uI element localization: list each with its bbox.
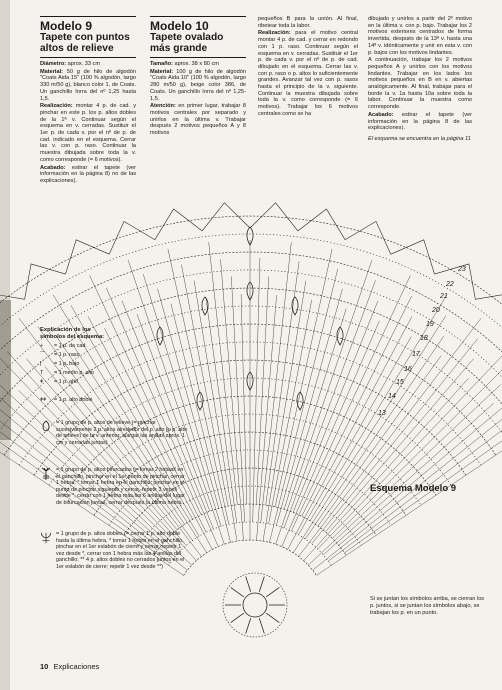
chart-center-spoke xyxy=(266,613,279,622)
legend-text: = 1 p. raso xyxy=(54,352,80,358)
chart-point xyxy=(298,209,345,240)
chart-stitch xyxy=(253,258,260,522)
legend-text: = 1 p. bajo xyxy=(54,361,80,367)
acabado-label: Acabado: xyxy=(40,164,66,171)
chart-row-number: 19 xyxy=(426,321,434,328)
chart-center-spoke xyxy=(231,587,244,596)
chart-stitch xyxy=(293,301,378,513)
chart-stitch xyxy=(293,316,446,553)
chart-row-number: 21 xyxy=(440,293,448,300)
page-number: 10 xyxy=(40,662,49,671)
chart-center-spoke xyxy=(259,577,264,592)
chart-stitch xyxy=(312,339,478,544)
chart-row-number: 16 xyxy=(404,366,412,373)
realizacion-value: montar 4 p. de cad. y pinchar en este p. los p. altos dobles de la 1ª v. Continuar según el esquema en v. cerradas. Sustituir el 1er p. de cada v. por el nº de p. de cad. indicado en el esquema. Cerrar las v. con p. raso. Continuar la muestra dibujada sobre toda la v. como corresponde (= 6 motivos). xyxy=(40,103,136,163)
material-10-value: 100 g de hilo de algodón "Coats Aida 10" (100 % algodón, largo 280 m/50 g), beige color 386, de Coats. Un ganchillo Inrra del nº 1,25-1,5. xyxy=(150,68,246,102)
diametro-value: aprox. 33 cm xyxy=(66,61,100,67)
model-10-subtitle-line2: más grande xyxy=(150,43,208,54)
chart-point xyxy=(0,293,25,329)
chart-row-numbers xyxy=(378,266,466,417)
col3-realizacion-label: Realización: xyxy=(258,30,291,37)
atencion-value: en primer lugar, trabajar 8 motivos centrales por separado y unirlos en la última v. Trabajar después 2 motivos pequeños A y 8 motivos xyxy=(150,103,246,137)
chart-center-spoke xyxy=(231,613,244,622)
material-label: Material: xyxy=(40,68,64,75)
single-crochet-icon: | xyxy=(40,361,42,367)
chart-stitch xyxy=(323,403,493,555)
chart-center-spoke xyxy=(246,577,251,592)
chart-stitch xyxy=(221,259,244,540)
slip-stitch-icon: ⌒ xyxy=(40,352,46,358)
chart-stitch xyxy=(261,242,292,522)
relief-group-icon xyxy=(40,420,52,432)
chart-stitch xyxy=(256,277,268,505)
chart-center-ring xyxy=(243,593,267,617)
chart-center-spoke xyxy=(266,587,279,596)
double-crochet-icon: ǂ xyxy=(40,379,44,385)
legend-text: = 1 grupo de p. altos bifurcados (= tomar 2 hebras en el ganchillo, pinchar en el 1er punto de pinchar, cerrar 1 hebra, * tomar 1 hebra en el ganchillo, pinchar en el punto de pinchar siguiente y cerrar, repetir 3 veces desde *, cerrar con 1 hebra más las 6 anillas del lugar de bifurcación juntas, cerrar después la última hebra. xyxy=(56,467,185,506)
material-value: 50 g de hilo de algodón "Coats Aida 15" (100 % algodón, largo 330 m/50 g), blanco color 1, de Coats. Un ganchillo Inrra del nº 1,25 hasta 1,5. xyxy=(40,68,136,102)
chart-point xyxy=(345,221,391,254)
legend-text: = 1 p. de cad. xyxy=(54,343,87,349)
chart-round xyxy=(184,540,317,575)
diametro-label: Diámetro: xyxy=(40,61,67,67)
chart-point xyxy=(391,240,435,274)
tamano-label: Tamaño: xyxy=(150,61,173,67)
half-double-icon: T xyxy=(40,370,44,376)
atencion-label: Atención: xyxy=(150,103,176,110)
forked-group-icon xyxy=(40,467,52,481)
chart-point xyxy=(250,203,298,231)
page-footer xyxy=(40,662,99,671)
realizacion-label: Realización: xyxy=(40,103,73,110)
chart-stitch xyxy=(318,356,441,526)
chart-row-number: 18 xyxy=(420,335,428,342)
chart-point xyxy=(155,209,202,240)
legend-text: = 1 grupo de p. altos dobles (= cerrar 1 p. alto doble hasta la última hebra, * tomar 1 hebra en el ganchillo, pinchar en el 1er eslabón de cierre y cerrar, repetir 1 vez desde *, cerrar con 1 hebra más las 4 anillas del ganchillo; ** 4 p. altos dobles no cerrados juntos en el 1er eslabón de cierre; repetir 1 vez desde **) xyxy=(56,531,185,570)
chart-stitch xyxy=(276,260,372,544)
chart-stitch xyxy=(305,336,444,539)
chart-stitch xyxy=(263,281,306,541)
chart-row-number: 23 xyxy=(458,266,466,273)
chart-stitch xyxy=(257,295,277,540)
col3-realizacion-value: para el motivo central montar 4 p. de cad. y cerrar en redondo con 1 p. raso. Continuar según el esquema en v. cerradas. Sustituir el 1er p. de cada v. por el nº de p. de cad. dibujado en el esquema. Cerrar las v. con p. raso o p. altos lo suficientemente grandes. Avanzar tal vez con p. rasos hasta el principio de la v. siguiente. Continuar la muestra dibujada sobre toda la v. como corresponde (= 6 motivos). Trabajar los 6 motivos centrales como se ha xyxy=(258,30,358,117)
chart-stitch xyxy=(339,375,502,545)
chart-stitch xyxy=(332,365,502,538)
join-note: Si se juntan los símbolos arriba, se cierran los p. juntos, si se juntan los símbolos abajo, se trabajan los p. en un punto. xyxy=(370,596,485,616)
col4-paragraph-1: dibujado y unirlos a partir del 2º motivo en la última v. con p. bajo. Trabajar los 2 motivos exteriores centrados de forma invertida, después de la 13ª v. hasta una 14ª v. idénticamente y unir en esta v. con p. bajos con los motivos lindantes. xyxy=(368,16,472,56)
chart-point xyxy=(25,264,66,299)
chart-stitch xyxy=(304,378,469,561)
chart-center-spoke xyxy=(259,618,264,633)
chart-stitch xyxy=(181,265,228,507)
chart-row-number: 15 xyxy=(396,379,404,386)
legend-text: = 1 medio p. alto xyxy=(54,370,95,376)
chart-stitch xyxy=(194,281,237,541)
chart-point xyxy=(109,221,155,254)
legend-title-line2: símbolos del esquema: xyxy=(40,334,105,340)
col4-paragraph-2: A continuación, trabajar los 2 motivos pequeños A y unirlos con los motivos lindantes. Trabajar en los lados los motivos pequeños en B en v. abiertas analógicamente. Al final, trabajar para el borde la v. 1a hasta 10a sobre toda la labor. Continuar la muestra como corresponde. xyxy=(368,57,472,111)
col4-acabado-value: estirar el tapete (ver información en la página 8 de las explicaciones). xyxy=(368,111,472,132)
symbol-legend xyxy=(40,327,190,570)
model-9-subtitle-line1: Tapete con puntos xyxy=(40,32,130,43)
chart-stitch xyxy=(269,269,337,543)
legend-title xyxy=(40,327,190,341)
chart-row-number: 17 xyxy=(412,351,420,358)
chart-row-number: 14 xyxy=(388,393,396,400)
legend-title-line1: Explicación de los xyxy=(40,327,91,333)
model-10-title: Modelo 10 xyxy=(150,19,209,33)
treble-crochet-icon: ǂǂ xyxy=(40,397,47,403)
chart-stitch xyxy=(231,277,244,523)
chart-stitch xyxy=(275,249,332,507)
chart-point xyxy=(475,293,502,329)
model-9-title: Modelo 9 xyxy=(40,19,93,33)
chart-stitch xyxy=(308,385,500,566)
col4-acabado-label: Acabado: xyxy=(368,111,394,118)
legend-text: = 1 p. alto doble xyxy=(54,397,93,403)
col3-paragraph-1: pequeños B para la unión. Al final, ribetear toda la labor. xyxy=(258,16,358,29)
legend-text: = 1 p. alto xyxy=(54,379,78,385)
material-10-label: Material: xyxy=(150,68,174,75)
treble-group-icon xyxy=(40,531,52,545)
model-10-subtitle-line1: Tapete ovalado xyxy=(150,32,224,43)
chart-row-number: 20 xyxy=(432,307,440,314)
chart-center-spoke xyxy=(246,618,251,633)
chart-row-number: 22 xyxy=(446,281,454,288)
chart-stitch xyxy=(209,242,238,504)
legend-text: = 1 grupo de p. altos de relieve (= pinchar sucesivamente 2 p. altos alrededor del p. alto (o p. alto de relieve) de la v. anterior, alargar las anillas aprox. 1 cm y cerrarlas juntas) xyxy=(56,420,187,446)
chart-stitch xyxy=(0,379,163,543)
chain-stitch-icon: + xyxy=(40,343,44,349)
scheme-label: Esquema Modelo 9 xyxy=(370,483,457,494)
scheme-location-note: El esquema se encuentra en la página 11 xyxy=(368,135,471,142)
model-9-subtitle-line2: altos de relieve xyxy=(40,43,114,54)
footer-section: Explicaciones xyxy=(53,662,100,671)
chart-point xyxy=(66,240,110,274)
acabado-value: estirar el tapete (ver información en la página 8) no de las explicaciones). xyxy=(40,164,136,184)
chart-stitch xyxy=(276,289,342,526)
chart-row-number: 13 xyxy=(378,410,386,417)
tamano-value: aprox. 38 x 80 cm xyxy=(172,61,219,67)
